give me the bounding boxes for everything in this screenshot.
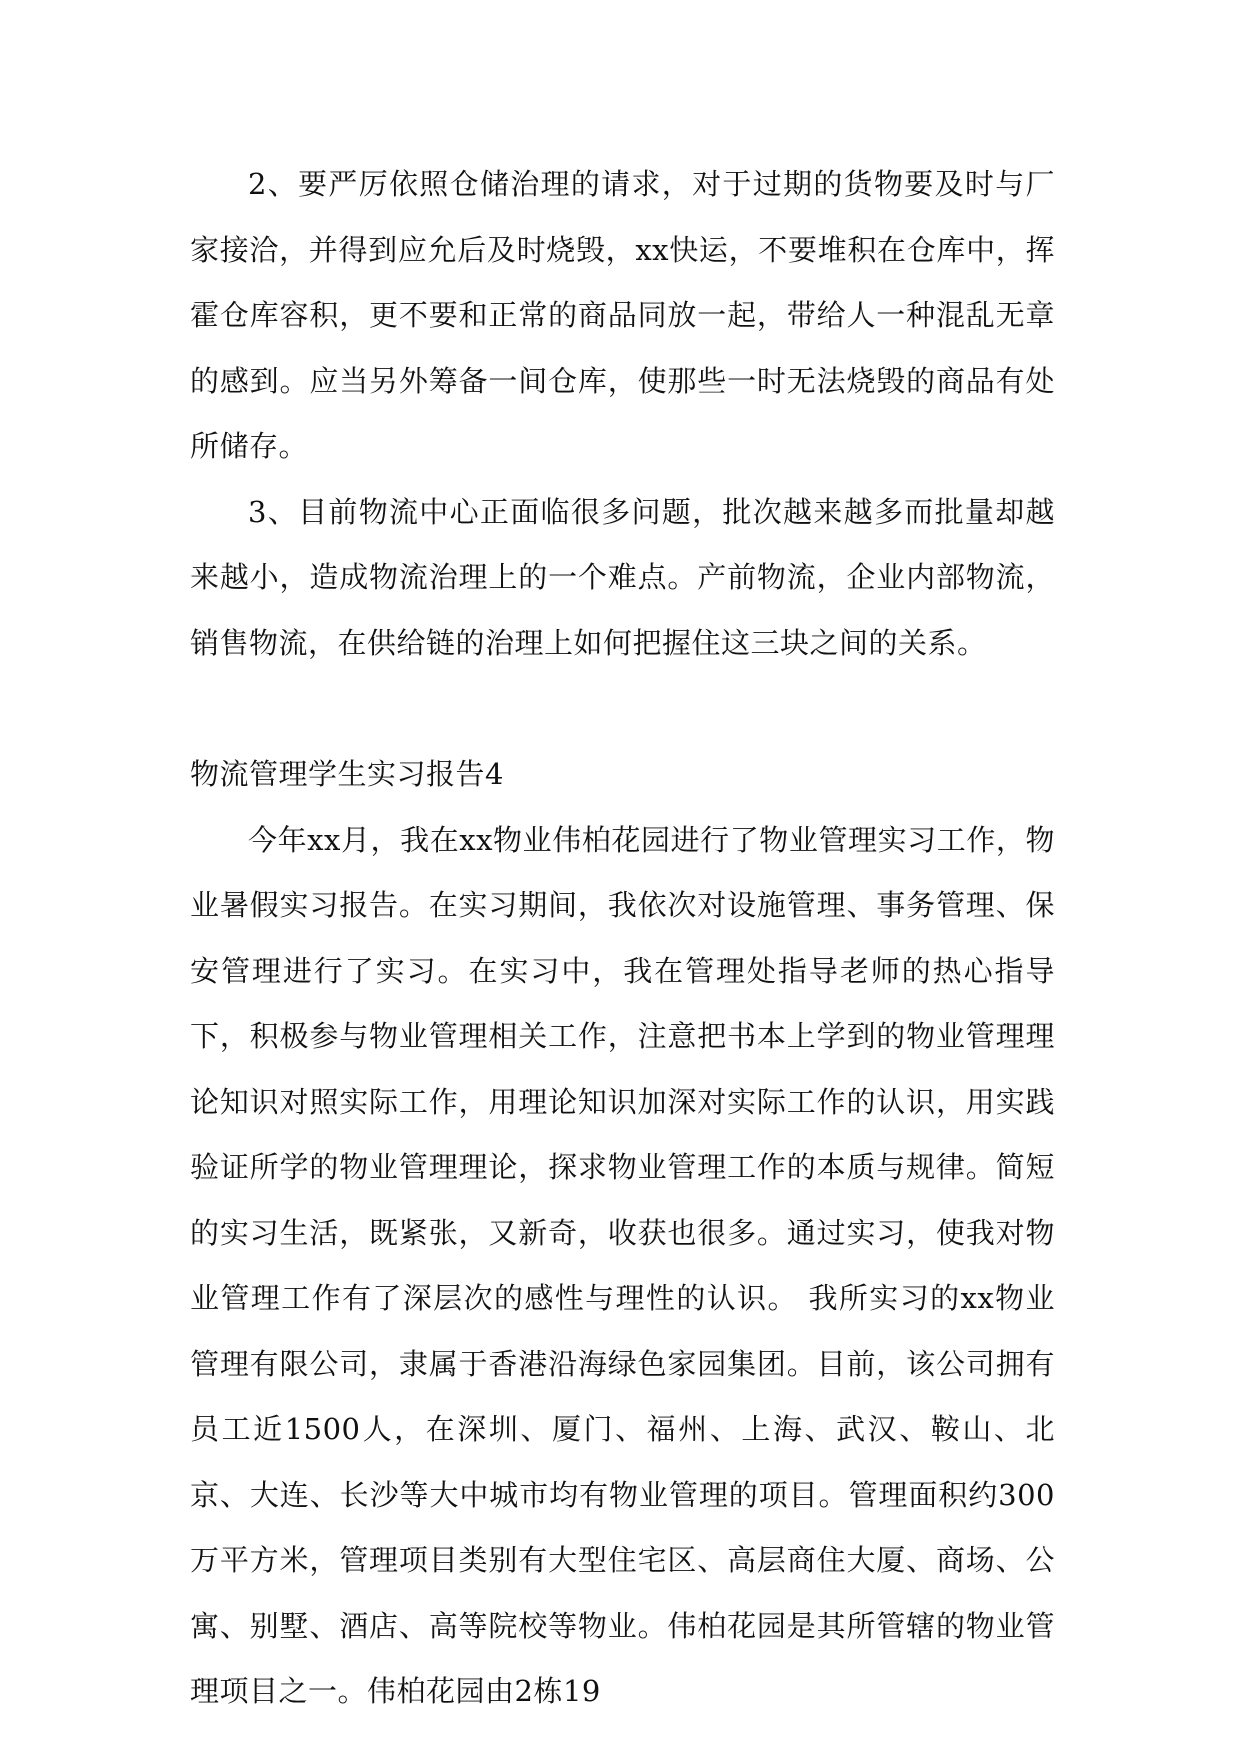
section-title: 物流管理学生实习报告4	[190, 757, 504, 791]
paragraph-report-body: 今年xx月，我在xx物业伟柏花园进行了物业管理实习工作，物业暑假实习报告。在实习期间，我依次对设施管理、事务管理、保安管理进行了实习。在实习中，我在管理处指导老师的热心指导下，积极参与物业管理相关工作，注意把书本上学到的物业管理理论知识对照实际工作，用理论知识加深对实际工作的认识，用实践验证所学的物业管理理论，探求物业管理工作的本质与规律。简短的实习生活，既紧张，又新奇，收获也很多。通过实习，使我对物业管理工作有了深层次的感性与理性的认识。 我所实习的xx物业管理有限公司，隶属于香港沿海绿色家园集团。目前，该公司拥有员工近1500人，在深圳、厦门、福州、上海、武汉、鞍山、北京、大连、长沙等大中城市均有物业管理的项目。管理面积约300万平方米，管理项目类别有大型住宅区、高层商住大厦、商场、公寓、别墅、酒店、高等院校等物业。伟柏花园是其所管辖的物业管理项目之一。伟柏花园由2栋19	[190, 822, 1055, 1708]
paragraph-item-3: 3、目前物流中心正面临很多问题，批次越来越多而批量却越来越小，造成物流治理上的一个难点。产前物流，企业内部物流，销售物流，在供给链的治理上如何把握住这三块之间的关系。	[190, 494, 1055, 660]
paragraph-item-2: 2、要严厉依照仓储治理的请求，对于过期的货物要及时与厂家接洽，并得到应允后及时烧毁，xx快运，不要堆积在仓库中，挥霍仓库容积，更不要和正常的商品同放一起，带给人一种混乱无章的感到。应当另外筹备一间仓库，使那些一时无法烧毁的商品有处所储存。	[190, 167, 1055, 463]
document-body	[190, 152, 1055, 1725]
